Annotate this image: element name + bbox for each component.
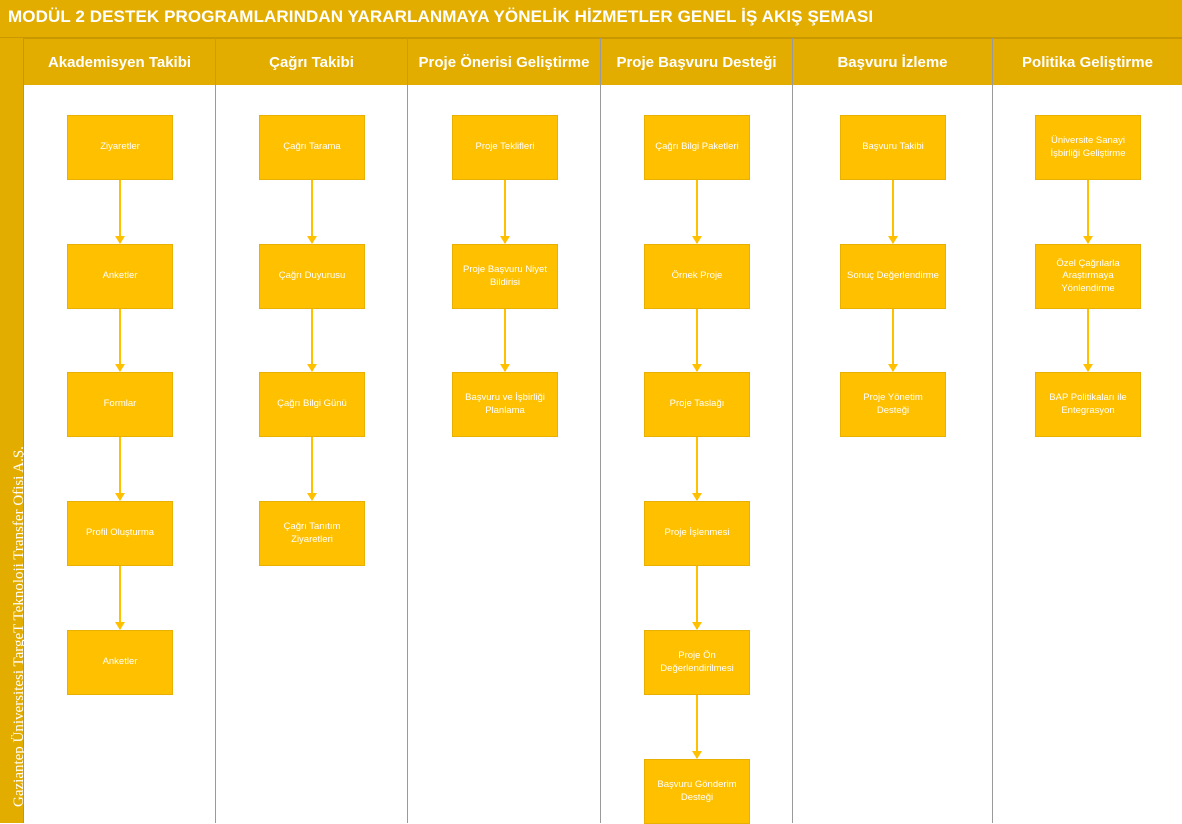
process-step: Üniversite Sanayi İşbirliği Geliştirme	[1035, 115, 1141, 180]
process-step: Proje Başvuru Niyet Bildirisi	[452, 244, 558, 309]
lane	[601, 38, 793, 823]
process-step: Anketler	[67, 630, 173, 695]
flow-arrow	[1087, 180, 1089, 243]
flow-arrow	[119, 180, 121, 243]
flow-arrow	[1087, 309, 1089, 371]
process-step: Proje Yönetim Desteği	[840, 372, 946, 437]
lane-header: Politika Geliştirme	[993, 38, 1182, 85]
title-bar	[0, 0, 1182, 38]
lane	[793, 38, 993, 823]
flow-arrow	[696, 180, 698, 243]
process-step: Başvuru ve İşbirliği Planlama	[452, 372, 558, 437]
process-step: Çağrı Duyurusu	[259, 244, 365, 309]
process-step: Formlar	[67, 372, 173, 437]
flow-arrow	[696, 309, 698, 371]
process-step: Ziyaretler	[67, 115, 173, 180]
process-step: Çağrı Tarama	[259, 115, 365, 180]
lane	[408, 38, 601, 823]
flow-arrow	[892, 309, 894, 371]
lane	[24, 38, 216, 823]
flow-arrow	[504, 309, 506, 371]
process-step: Proje Ön Değerlendirilmesi	[644, 630, 750, 695]
lane	[993, 38, 1182, 823]
flow-arrow	[696, 566, 698, 629]
flow-arrow	[119, 309, 121, 371]
lane-header: Proje Başvuru Desteği	[601, 38, 792, 85]
process-step: Özel Çağrılarla Araştırmaya Yönlendirme	[1035, 244, 1141, 309]
flow-arrow	[696, 695, 698, 758]
process-step: Çağrı Bilgi Günü	[259, 372, 365, 437]
flow-arrow	[311, 309, 313, 371]
process-step: Proje İşlenmesi	[644, 501, 750, 566]
lane-header: Proje Önerisi Geliştirme	[408, 38, 600, 85]
process-step: Anketler	[67, 244, 173, 309]
process-step: Başvuru Takibi	[840, 115, 946, 180]
lane-header: Çağrı Takibi	[216, 38, 407, 85]
process-step: Profil Oluşturma	[67, 501, 173, 566]
process-step: Proje Taslağı	[644, 372, 750, 437]
process-step: Çağrı Bilgi Paketleri	[644, 115, 750, 180]
flow-arrow	[311, 437, 313, 500]
process-step: Çağrı Tanıtım Ziyaretleri	[259, 501, 365, 566]
process-step: Başvuru Gönderim Desteği	[644, 759, 750, 824]
process-step: Örnek Proje	[644, 244, 750, 309]
lane-header: Başvuru İzleme	[793, 38, 992, 85]
flow-arrow	[119, 437, 121, 500]
lane-header: Akademisyen Takibi	[24, 38, 215, 85]
flow-arrow	[892, 180, 894, 243]
organization-label: Gaziantep Üniversitesi TargeT Teknoloji Transfer Ofisi A.Ş.	[11, 446, 27, 807]
process-step: Proje Teklifleri	[452, 115, 558, 180]
lane	[216, 38, 408, 823]
process-step: Sonuç Değerlendirme	[840, 244, 946, 309]
flow-arrow	[696, 437, 698, 500]
process-step: BAP Politikaları ile Entegrasyon	[1035, 372, 1141, 437]
flow-arrow	[504, 180, 506, 243]
diagram-title: MODÜL 2 DESTEK PROGRAMLARINDAN YARARLANMAYA YÖNELİK HİZMETLER GENEL İŞ AKIŞ ŞEMASI	[8, 7, 874, 26]
flow-arrow	[119, 566, 121, 629]
flow-arrow	[311, 180, 313, 243]
